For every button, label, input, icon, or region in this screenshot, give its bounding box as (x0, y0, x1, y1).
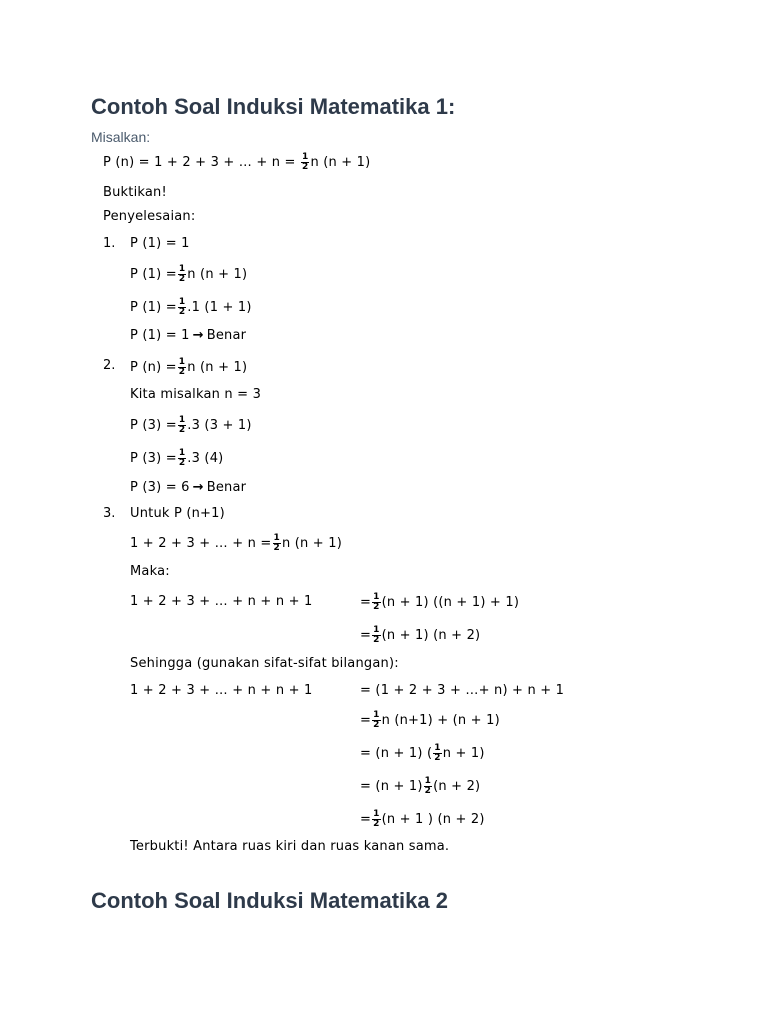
statement-lhs: P (n) = 1 + 2 + 3 + … + n = (103, 155, 296, 170)
step1-line4: P (1) = 1 → Benar (130, 328, 247, 343)
step3-line2: 1 + 2 + 3 + … + n = $\frac{1}{2}$ n (n + 1) (130, 533, 342, 553)
step2-line3: P (3) = $\frac{1}{2}$ .3 (3 + 1) (130, 415, 252, 435)
derivation-line3: = (n + 1) ( $\frac{1}{2}$ n + 1) (360, 743, 485, 763)
sehingga-text: Sehingga (gunakan sifat-sifat bilangan): (130, 656, 399, 671)
fraction: $\frac{1}{2}$ (373, 625, 380, 645)
step2-line5: P (3) = 6 → Benar (130, 480, 247, 495)
derivation-line1: = (1 + 2 + 3 + …+ n) + n + 1 (360, 683, 565, 698)
step1-line3: P (1) = $\frac{1}{2}$ .1 (1 + 1) (130, 297, 252, 317)
step3-line1: Untuk P (n+1) (130, 506, 225, 521)
fraction: $\frac{1}{2}$ (178, 357, 186, 377)
rhs-line1: = $\frac{1}{2}$ (n + 1) ((n + 1) + 1) (360, 592, 520, 612)
section-heading-1: Contoh Soal Induksi Matematika 1: (91, 94, 456, 119)
fraction: $\frac{1}{2}$ (373, 592, 380, 612)
step1-line2: P (1) = $\frac{1}{2}$ n (n + 1) (130, 264, 248, 284)
step-number-3: 3. (103, 506, 116, 521)
derivation-line5: = $\frac{1}{2}$ (n + 1 ) (n + 2) (360, 809, 485, 829)
lhs-expression-2: 1 + 2 + 3 + … + n + n + 1 (130, 683, 313, 698)
fraction: $\frac{1}{2}$ (178, 448, 186, 468)
derivation-line2: = $\frac{1}{2}$ n (n+1) + (n + 1) (360, 710, 500, 730)
step2-line4: P (3) = $\frac{1}{2}$ .3 (4) (130, 448, 224, 468)
penyelesaian-text: Penyelesaian: (103, 209, 196, 224)
statement-line (103, 153, 370, 172)
rhs-line2: = $\frac{1}{2}$ (n + 1) (n + 2) (360, 625, 481, 645)
fraction: $\frac{1}{2}$ (424, 776, 432, 796)
fraction: $\frac{1}{2}$ (301, 152, 309, 172)
step1-line1: P (1) = 1 (130, 236, 190, 251)
derivation-line4: = (n + 1) $\frac{1}{2}$ (n + 2) (360, 776, 481, 796)
step-number-2: 2. (103, 358, 116, 373)
buktikan-text: Buktikan! (103, 185, 167, 200)
step2-line2: Kita misalkan n = 3 (130, 387, 262, 402)
fraction: $\frac{1}{2}$ (434, 743, 441, 763)
fraction: $\frac{1}{2}$ (178, 415, 186, 435)
lhs-expression: 1 + 2 + 3 + … + n + n + 1 (130, 594, 313, 609)
section-heading-2: Contoh Soal Induksi Matematika 2 (91, 888, 448, 913)
fraction: $\frac{1}{2}$ (373, 710, 380, 730)
statement-rhs: n (n + 1) (310, 155, 371, 170)
step2-line1: P (n) = $\frac{1}{2}$ n (n + 1) (130, 357, 248, 377)
terbukti-text: Terbukti! Antara ruas kiri dan ruas kanan sama. (130, 839, 450, 854)
fraction: $\frac{1}{2}$ (273, 533, 280, 553)
fraction: $\frac{1}{2}$ (373, 809, 380, 829)
fraction: $\frac{1}{2}$ (178, 264, 186, 284)
arrow-right-icon: → (192, 480, 204, 495)
arrow-right-icon: → (192, 328, 204, 343)
step-number-1: 1. (103, 236, 116, 251)
fraction: $\frac{1}{2}$ (178, 297, 186, 317)
maka-text: Maka: (130, 564, 170, 579)
misalkan-label: Misalkan: (91, 129, 151, 145)
